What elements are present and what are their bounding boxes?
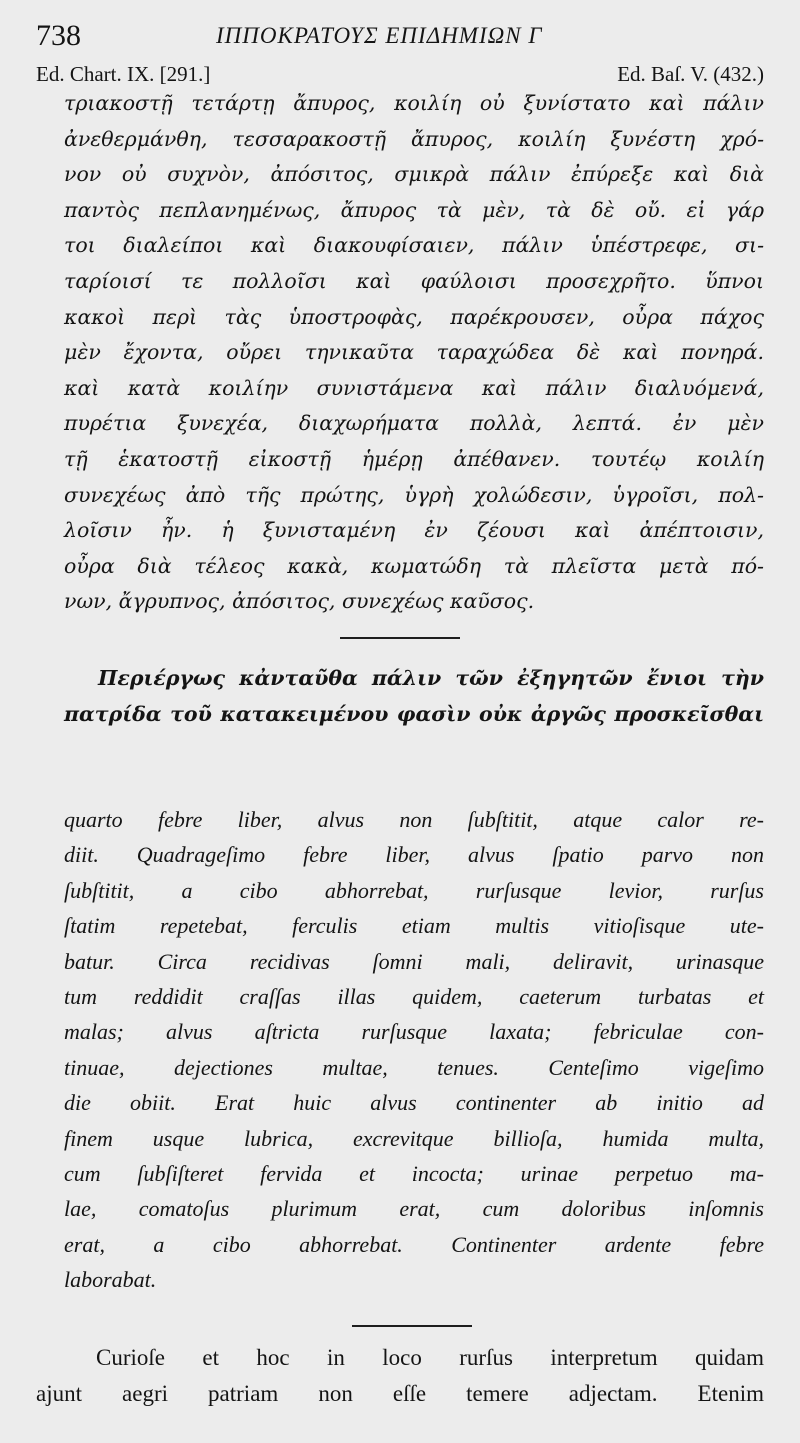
latin-text-line: tinuae, dejectiones multae, tenues. Centeſimo vigeſimo — [64, 1054, 764, 1080]
greek-text-line: ἀνεθερμάνθη, τεσσαρακοστῇ ἄπυρος, κοιλίη ξυνέστη χρό- — [64, 126, 764, 151]
greek-text-line: μὲν ἔχοντα, οὔρει τηνικαῦτα ταραχώδεα δὲ καὶ πονηρά. — [64, 340, 764, 365]
latin-text-line: erat, a cibo abhorrebat. Continenter ardente febre — [64, 1231, 764, 1257]
latin-translation-text — [64, 802, 764, 1297]
latin-text-line: die obiit. Erat huic alvus continenter ab initio ad — [64, 1090, 764, 1116]
running-head — [36, 16, 764, 56]
edition-chartier-reference: Ed. Chart. IX. [291.] — [36, 62, 211, 86]
greek-text-line: οὖρα διὰ τέλεος κακὰ, κωματώδη τὰ πλεῖστα μετὰ πό- — [64, 553, 764, 578]
greek-text-line: καὶ κατὰ κοιλίην συνιστάμενα καὶ πάλιν διαλυόμενά, — [64, 375, 764, 400]
edition-basel-reference: Ed. Baſ. V. (432.) — [617, 62, 764, 86]
latin-commentary-text — [36, 1340, 764, 1412]
greek-commentary-line: πατρίδα τοῦ κατακειμένου φασὶν οὐκ ἀργῶς προσκεῖσθαι — [64, 702, 764, 726]
greek-text-line: πυρέτια ξυνεχέα, διαχωρήματα πολλὰ, λεπτά. ἐν μὲν — [64, 411, 764, 436]
greek-text-line: νον οὐ συχνὸν, ἀπόσιτος, σμικρὰ πάλιν ἐπύρεξε καὶ διὰ — [64, 162, 764, 187]
greek-text-line: παντὸς πεπλανημένως, ἄπυρος τὰ μὲν, τὰ δὲ οὔ. εἰ γάρ — [64, 197, 764, 222]
greek-text-line: τοι διαλείποι καὶ διακουφίσαιεν, πάλιν ὑπέστρεφε, σι- — [64, 233, 764, 258]
greek-text-line: λοῖσιν ἦν. ἡ ξυνισταμένη ἐν ζέουσι καὶ ἀπέπτοισιν, — [64, 518, 764, 543]
latin-text-line: diit. Quadrageſimo febre liber, alvus ſpatio parvo non — [64, 842, 764, 868]
latin-text-line: finem usque lubrica, excrevitque billioſa, humida multa, — [64, 1125, 764, 1151]
edition-reference-line — [36, 60, 764, 88]
latin-text-line: quarto febre liber, alvus non ſubſtitit, atque calor re- — [64, 807, 764, 832]
greek-text-line: ταρίοισί τε πολλοῖσι καὶ φαύλοισι προσεχρῆτο. ὕπνοι — [64, 268, 764, 293]
latin-text-line: cum ſubſiſteret fervida et incocta; urinae perpetuo ma- — [64, 1160, 764, 1186]
latin-text-line: tum reddidit craſſas illas quidem, caeterum turbatas et — [64, 983, 764, 1009]
greek-main-text — [64, 86, 764, 620]
latin-text-line: batur. Circa recidivas ſomni mali, deliravit, urinasque — [64, 948, 764, 974]
running-title: ΙΠΠΟΚΡΑΤΟΥΣ ΕΠΙΔΗΜΙΩΝ Γ — [216, 23, 543, 48]
latin-text-line: ſubſtitit, a cibo abhorrebat, rurſusque levior, rurſus — [64, 877, 764, 903]
latin-text-line: laborabat. — [64, 1267, 157, 1293]
page-number: 738 — [36, 19, 81, 52]
latin-commentary-line: ajunt aegri patriam non eſſe temere adjectam. Etenim — [36, 1381, 764, 1406]
greek-commentary-text — [64, 660, 764, 732]
greek-text-line: τριακοστῇ τετάρτῃ ἄπυρος, κοιλίη οὐ ξυνίστατο καὶ πάλιν — [64, 91, 764, 115]
latin-commentary-line: Curioſe et hoc in loco rurſus interpretum quidam — [96, 1345, 764, 1370]
greek-text-line: συνεχέως ἀπὸ τῆς πρώτης, ὑγρὴ χολώδεσιν, ὑγροῖσι, πολ- — [64, 482, 764, 507]
section-divider-rule — [340, 637, 460, 639]
greek-text-line: κακοὶ περὶ τὰς ὑποστροφὰς, παρέκρουσεν, οὖρα πάχος — [64, 304, 764, 329]
greek-text-line: νων, ἄγρυπνος, ἀπόσιτος, συνεχέως καῦσος. — [64, 589, 535, 614]
latin-text-line: lae, comatoſus plurimum erat, cum doloribus inſomnis — [64, 1196, 764, 1222]
greek-text-line: τῇ ἑκατοστῇ εἰκοστῇ ἡμέρῃ ἀπέθανεν. τουτέῳ κοιλίη — [64, 446, 764, 471]
section-divider-rule — [352, 1325, 472, 1327]
latin-text-line: malas; alvus aſtricta rurſusque laxata; febriculae con- — [64, 1019, 764, 1045]
latin-text-line: ſtatim repetebat, ferculis etiam multis vitioſisque ute- — [64, 913, 764, 939]
greek-commentary-line: Περιέργως κἀνταῦθα πάλιν τῶν ἐξηγητῶν ἔνιοι τὴν — [98, 666, 764, 690]
